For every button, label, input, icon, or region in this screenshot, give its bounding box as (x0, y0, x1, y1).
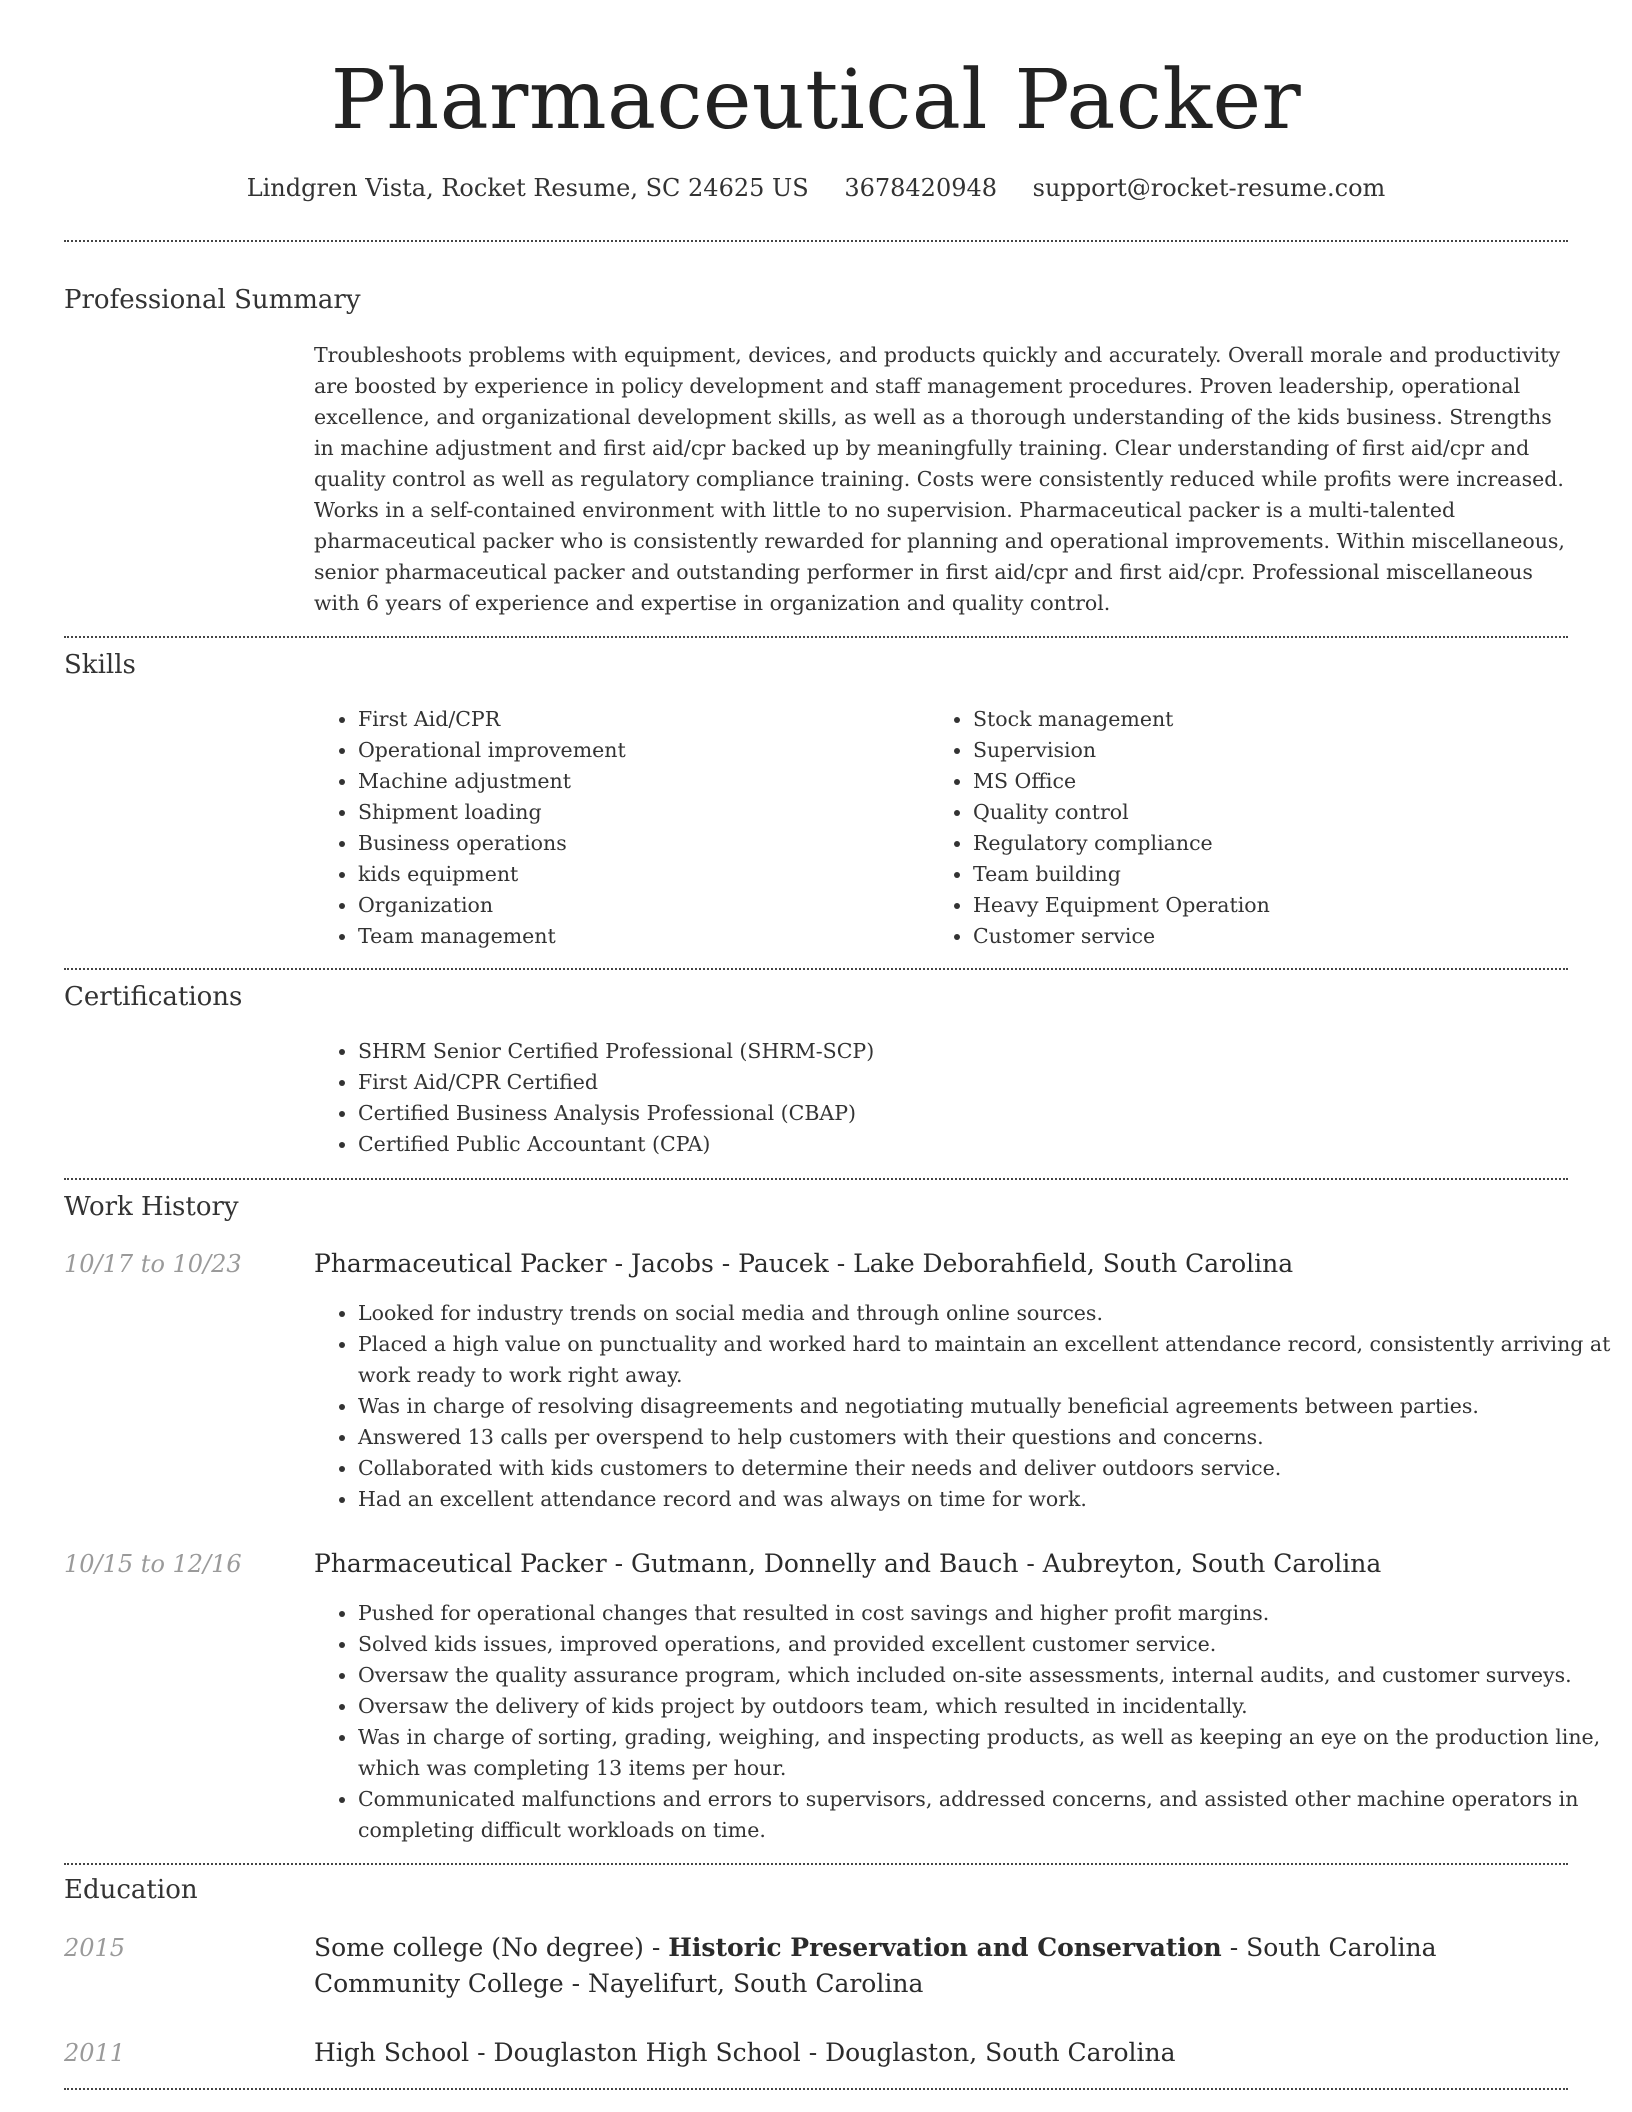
certification-item: • First Aid/CPR Certified (358, 1067, 1558, 1098)
contact-address: Lindgren Vista, Rocket Resume, SC 24625 US (246, 174, 809, 202)
job-bullet: • Pushed for operational changes that resulted in cost savings and higher profit margins. (358, 1598, 1612, 1629)
job-bullet: • Communicated malfunctions and errors to supervisors, addressed concerns, and assisted other machine operators in completing difficult workloads on time. (358, 1784, 1612, 1846)
section-divider (64, 2088, 1568, 2090)
education-school: - Douglaston High School - Douglaston, South Carolina (477, 2038, 1176, 2067)
job-dates: 10/17 to 10/23 (64, 1250, 242, 1278)
section-heading-summary: Professional Summary (64, 285, 361, 315)
contact-email: support@rocket-resume.com (1032, 174, 1386, 202)
skills-list-right (929, 704, 1573, 952)
skill-item: • Organization (358, 890, 918, 921)
section-divider (64, 1863, 1568, 1865)
education-entry: Some college (No degree) - Historic Preservation and Conservation - South Carolina Community College - Nayelifurt, South Carolina (314, 1933, 1437, 1998)
job-bullet: • Collaborated with kids customers to determine their needs and deliver outdoors service. (358, 1453, 1612, 1484)
job-bullets (314, 1298, 1612, 1515)
skills-list-left (314, 704, 918, 952)
skill-item: • Operational improvement (358, 735, 918, 766)
job-bullet: • Answered 13 calls per overspend to help customers with their questions and concerns. (358, 1422, 1612, 1453)
skill-item: • Stock management (973, 704, 1573, 735)
skill-item: • Heavy Equipment Operation (973, 890, 1573, 921)
certification-item: • Certified Public Accountant (CPA) (358, 1129, 1558, 1160)
job-title: Pharmaceutical Packer - Jacobs - Paucek - Lake Deborahfield, South Carolina (314, 1249, 1294, 1278)
skill-item: • Machine adjustment (358, 766, 918, 797)
skill-item: • Team building (973, 859, 1573, 890)
skill-item: • Quality control (973, 797, 1573, 828)
skill-item: • Shipment loading (358, 797, 918, 828)
education-degree: High School (314, 2038, 470, 2067)
certification-item: • SHRM Senior Certified Professional (SHRM-SCP) (358, 1036, 1558, 1067)
job-bullet: • Solved kids issues, improved operations, and provided excellent customer service. (358, 1629, 1612, 1660)
job-bullet: • Looked for industry trends on social media and through online sources. (358, 1298, 1612, 1329)
skill-item: • Supervision (973, 735, 1573, 766)
section-heading-work-history: Work History (64, 1192, 239, 1222)
section-divider (64, 240, 1568, 242)
job-bullets (314, 1598, 1612, 1846)
resume-name: Pharmaceutical Packer (330, 53, 1302, 148)
certification-item: • Certified Business Analysis Professional (CBAP) (358, 1098, 1558, 1129)
job-title: Pharmaceutical Packer - Gutmann, Donnelly and Bauch - Aubreyton, South Carolina (314, 1549, 1382, 1578)
skill-item: • Business operations (358, 828, 918, 859)
summary-text: Troubleshoots problems with equipment, devices, and products quickly and accurately. Overall morale and productivity are boosted by experience in policy development and staff management procedures. Proven leadership, operational excellence, and organizational development skills, as well as a thorough understanding of the kids business. Strengths in machine adjustment and first aid/cpr backed up by meaningfully training. Clear understanding of first aid/cpr and quality control as well as regulatory compliance training. Costs were consistently reduced while profits were increased. Works in a self-contained environment with little to no supervision. Pharmaceutical packer is a multi-talented pharmaceutical packer who is consistently rewarded for planning and operational improvements. Within miscellaneous, senior pharmaceutical packer and outstanding performer in first aid/cpr and first aid/cpr. Professional miscellaneous with 6 years of experience and expertise in organization and quality control. (314, 343, 1565, 615)
job-bullet: • Was in charge of sorting, grading, weighing, and inspecting products, as well as keeping an eye on the production line, which was completing 13 items per hour. (358, 1722, 1612, 1784)
section-heading-certifications: Certifications (64, 982, 243, 1012)
education-year: 2015 (64, 1934, 126, 1962)
section-divider (64, 636, 1568, 638)
skill-item: • First Aid/CPR (358, 704, 918, 735)
section-heading-skills: Skills (64, 650, 136, 680)
job-bullet: • Oversaw the quality assurance program, which included on-site assessments, internal audits, and customer surveys. (358, 1660, 1612, 1691)
job-bullet: • Had an excellent attendance record and was always on time for work. (358, 1484, 1612, 1515)
skill-item: • MS Office (973, 766, 1573, 797)
section-divider (64, 1178, 1568, 1180)
skill-item: • Customer service (973, 921, 1573, 952)
skill-item: • kids equipment (358, 859, 918, 890)
education-degree: Some college (No degree) (314, 1933, 644, 1962)
education-field: Historic Preservation and Conservation (668, 1933, 1222, 1962)
section-heading-education: Education (64, 1875, 198, 1905)
skill-item: • Regulatory compliance (973, 828, 1573, 859)
skill-item: • Team management (358, 921, 918, 952)
education-school: - South Carolina Community College - Nayelifurt, South Carolina (314, 1933, 1437, 1998)
job-bullet: • Placed a high value on punctuality and worked hard to maintain an excellent attendance record, consistently arriving at work ready to work right away. (358, 1329, 1612, 1391)
education-year: 2011 (64, 2039, 126, 2067)
job-dates: 10/15 to 12/16 (64, 1550, 242, 1578)
certifications-list (314, 1036, 1558, 1160)
section-divider (64, 968, 1568, 970)
contact-line (0, 170, 1632, 206)
job-bullet: • Oversaw the delivery of kids project by outdoors team, which resulted in incidentally. (358, 1691, 1612, 1722)
contact-phone: 3678420948 (844, 174, 998, 202)
job-bullet: • Was in charge of resolving disagreements and negotiating mutually beneficial agreements between parties. (358, 1391, 1612, 1422)
education-entry (314, 2035, 1568, 2071)
